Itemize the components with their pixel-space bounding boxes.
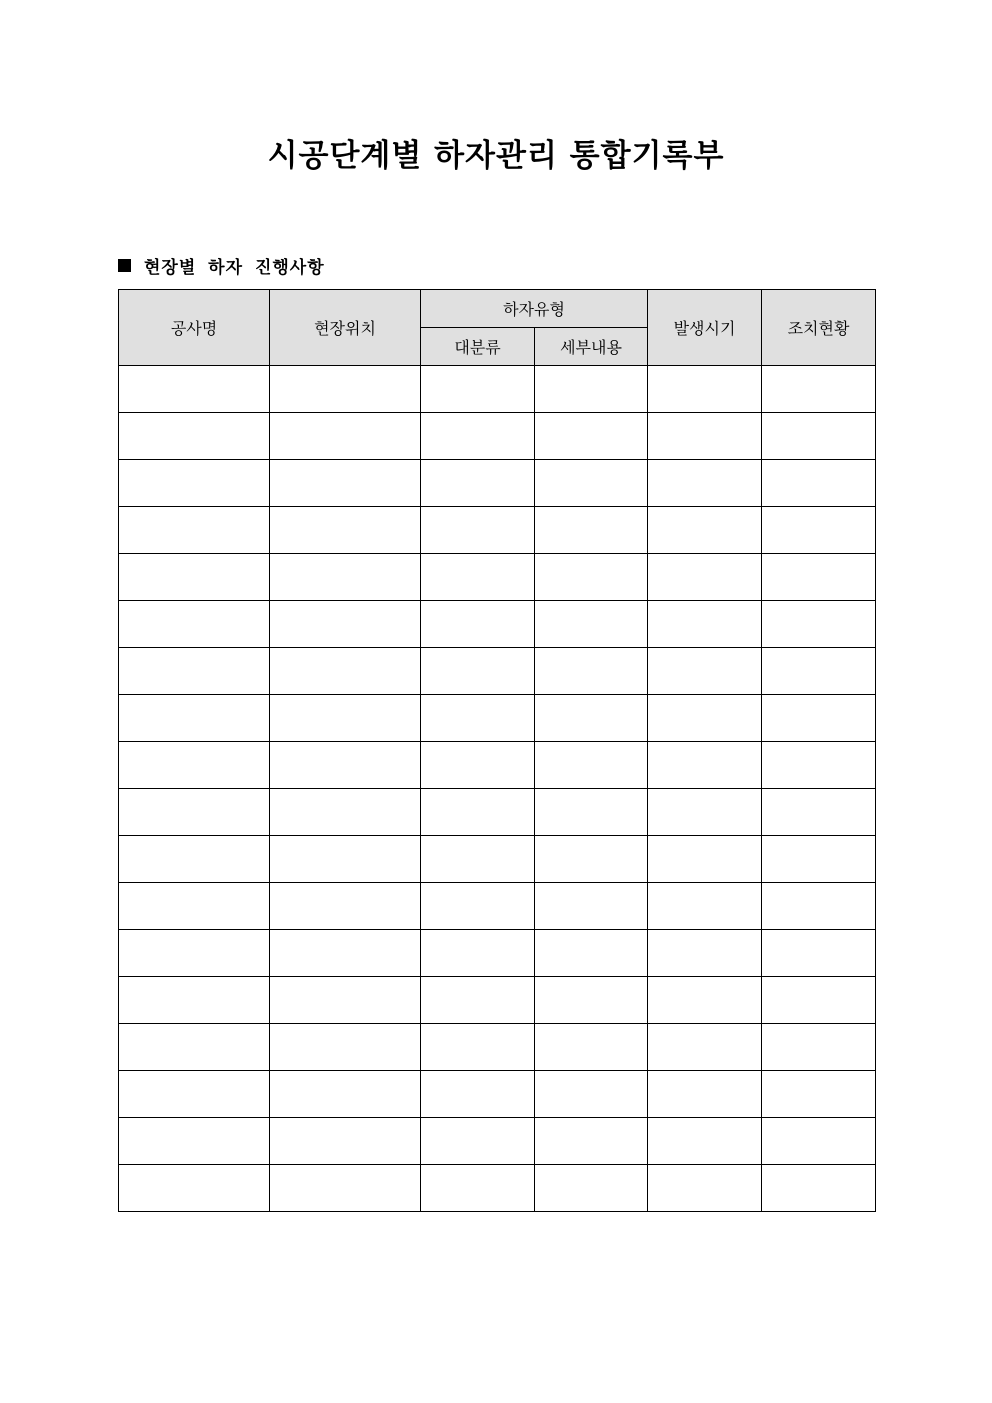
cell-details[interactable]	[535, 1071, 648, 1118]
cell-occurrence-time[interactable]	[648, 1024, 762, 1071]
section-heading	[118, 252, 325, 278]
header-defect-type: 하자유형	[421, 290, 648, 328]
cell-action-status[interactable]	[762, 507, 876, 554]
cell-project-name[interactable]	[119, 742, 270, 789]
table-row	[119, 601, 876, 648]
table-header	[119, 290, 876, 366]
cell-action-status[interactable]	[762, 930, 876, 977]
table-row	[119, 1071, 876, 1118]
cell-occurrence-time[interactable]	[648, 601, 762, 648]
cell-project-name[interactable]	[119, 1024, 270, 1071]
cell-occurrence-time[interactable]	[648, 366, 762, 413]
cell-occurrence-time[interactable]	[648, 977, 762, 1024]
cell-major-category[interactable]	[421, 883, 535, 930]
table-row	[119, 413, 876, 460]
black-square-bullet-icon	[118, 259, 131, 272]
cell-details[interactable]	[535, 413, 648, 460]
cell-action-status[interactable]	[762, 836, 876, 883]
cell-site-location[interactable]	[270, 977, 421, 1024]
cell-action-status[interactable]	[762, 1071, 876, 1118]
cell-site-location[interactable]	[270, 507, 421, 554]
table-row	[119, 1024, 876, 1071]
cell-occurrence-time[interactable]	[648, 460, 762, 507]
cell-site-location[interactable]	[270, 413, 421, 460]
table-row	[119, 695, 876, 742]
cell-occurrence-time[interactable]	[648, 742, 762, 789]
cell-action-status[interactable]	[762, 554, 876, 601]
table-row	[119, 883, 876, 930]
cell-project-name[interactable]	[119, 366, 270, 413]
cell-details[interactable]	[535, 977, 648, 1024]
cell-action-status[interactable]	[762, 1118, 876, 1165]
cell-major-category[interactable]	[421, 460, 535, 507]
cell-action-status[interactable]	[762, 1165, 876, 1212]
cell-project-name[interactable]	[119, 507, 270, 554]
cell-occurrence-time[interactable]	[648, 883, 762, 930]
cell-occurrence-time[interactable]	[648, 789, 762, 836]
cell-site-location[interactable]	[270, 836, 421, 883]
cell-details[interactable]	[535, 789, 648, 836]
cell-details[interactable]	[535, 1118, 648, 1165]
cell-project-name[interactable]	[119, 460, 270, 507]
cell-action-status[interactable]	[762, 460, 876, 507]
header-details: 세부내용	[535, 328, 648, 366]
cell-action-status[interactable]	[762, 695, 876, 742]
cell-site-location[interactable]	[270, 648, 421, 695]
cell-major-category[interactable]	[421, 601, 535, 648]
header-site-location: 현장위치	[270, 290, 421, 366]
cell-major-category[interactable]	[421, 1118, 535, 1165]
cell-occurrence-time[interactable]	[648, 413, 762, 460]
table-row	[119, 648, 876, 695]
cell-details[interactable]	[535, 883, 648, 930]
cell-details[interactable]	[535, 507, 648, 554]
table-row	[119, 1118, 876, 1165]
section-heading-text: 현장별 하자 진행사항	[144, 257, 325, 278]
cell-site-location[interactable]	[270, 930, 421, 977]
cell-site-location[interactable]	[270, 1024, 421, 1071]
cell-occurrence-time[interactable]	[648, 1118, 762, 1165]
cell-site-location[interactable]	[270, 789, 421, 836]
cell-details[interactable]	[535, 460, 648, 507]
table-row	[119, 507, 876, 554]
cell-major-category[interactable]	[421, 836, 535, 883]
table-row	[119, 977, 876, 1024]
cell-site-location[interactable]	[270, 554, 421, 601]
cell-site-location[interactable]	[270, 1071, 421, 1118]
table-row	[119, 789, 876, 836]
header-project-name: 공사명	[119, 290, 270, 366]
cell-occurrence-time[interactable]	[648, 1165, 762, 1212]
cell-major-category[interactable]	[421, 930, 535, 977]
cell-major-category[interactable]	[421, 695, 535, 742]
cell-major-category[interactable]	[421, 789, 535, 836]
cell-occurrence-time[interactable]	[648, 695, 762, 742]
cell-details[interactable]	[535, 1024, 648, 1071]
header-action-status: 조치현황	[762, 290, 876, 366]
table-row	[119, 554, 876, 601]
cell-project-name[interactable]	[119, 836, 270, 883]
cell-details[interactable]	[535, 742, 648, 789]
cell-major-category[interactable]	[421, 1024, 535, 1071]
cell-major-category[interactable]	[421, 977, 535, 1024]
cell-project-name[interactable]	[119, 977, 270, 1024]
cell-site-location[interactable]	[270, 1165, 421, 1212]
cell-details[interactable]	[535, 695, 648, 742]
cell-project-name[interactable]	[119, 554, 270, 601]
cell-project-name[interactable]	[119, 648, 270, 695]
cell-project-name[interactable]	[119, 930, 270, 977]
cell-details[interactable]	[535, 648, 648, 695]
cell-site-location[interactable]	[270, 1118, 421, 1165]
cell-occurrence-time[interactable]	[648, 554, 762, 601]
table-row	[119, 930, 876, 977]
table-row	[119, 1165, 876, 1212]
header-row-1	[119, 290, 876, 328]
cell-details[interactable]	[535, 1165, 648, 1212]
cell-details[interactable]	[535, 601, 648, 648]
cell-major-category[interactable]	[421, 554, 535, 601]
cell-project-name[interactable]	[119, 695, 270, 742]
cell-action-status[interactable]	[762, 413, 876, 460]
cell-project-name[interactable]	[119, 883, 270, 930]
cell-project-name[interactable]	[119, 1165, 270, 1212]
table-row	[119, 836, 876, 883]
cell-action-status[interactable]	[762, 742, 876, 789]
header-major-category: 대분류	[421, 328, 535, 366]
cell-site-location[interactable]	[270, 601, 421, 648]
cell-project-name[interactable]	[119, 1118, 270, 1165]
table-body	[119, 366, 876, 1212]
cell-occurrence-time[interactable]	[648, 1071, 762, 1118]
cell-project-name[interactable]	[119, 413, 270, 460]
cell-project-name[interactable]	[119, 601, 270, 648]
cell-occurrence-time[interactable]	[648, 930, 762, 977]
cell-site-location[interactable]	[270, 883, 421, 930]
defect-record-table	[118, 289, 876, 1212]
document-title: 시공단계별 하자관리 통합기록부	[267, 138, 725, 174]
cell-details[interactable]	[535, 366, 648, 413]
cell-major-category[interactable]	[421, 413, 535, 460]
cell-details[interactable]	[535, 836, 648, 883]
cell-site-location[interactable]	[270, 366, 421, 413]
cell-major-category[interactable]	[421, 507, 535, 554]
cell-major-category[interactable]	[421, 648, 535, 695]
cell-action-status[interactable]	[762, 977, 876, 1024]
cell-site-location[interactable]	[270, 742, 421, 789]
cell-site-location[interactable]	[270, 460, 421, 507]
cell-action-status[interactable]	[762, 366, 876, 413]
cell-action-status[interactable]	[762, 1024, 876, 1071]
cell-occurrence-time[interactable]	[648, 648, 762, 695]
cell-major-category[interactable]	[421, 742, 535, 789]
cell-action-status[interactable]	[762, 789, 876, 836]
cell-site-location[interactable]	[270, 695, 421, 742]
cell-major-category[interactable]	[421, 366, 535, 413]
cell-project-name[interactable]	[119, 789, 270, 836]
cell-occurrence-time[interactable]	[648, 836, 762, 883]
cell-major-category[interactable]	[421, 1071, 535, 1118]
cell-action-status[interactable]	[762, 883, 876, 930]
table-row	[119, 460, 876, 507]
table-row	[119, 742, 876, 789]
cell-action-status[interactable]	[762, 648, 876, 695]
cell-occurrence-time[interactable]	[648, 507, 762, 554]
cell-project-name[interactable]	[119, 1071, 270, 1118]
header-occurrence-time: 발생시기	[648, 290, 762, 366]
cell-details[interactable]	[535, 930, 648, 977]
cell-details[interactable]	[535, 554, 648, 601]
cell-action-status[interactable]	[762, 601, 876, 648]
table-row	[119, 366, 876, 413]
cell-major-category[interactable]	[421, 1165, 535, 1212]
